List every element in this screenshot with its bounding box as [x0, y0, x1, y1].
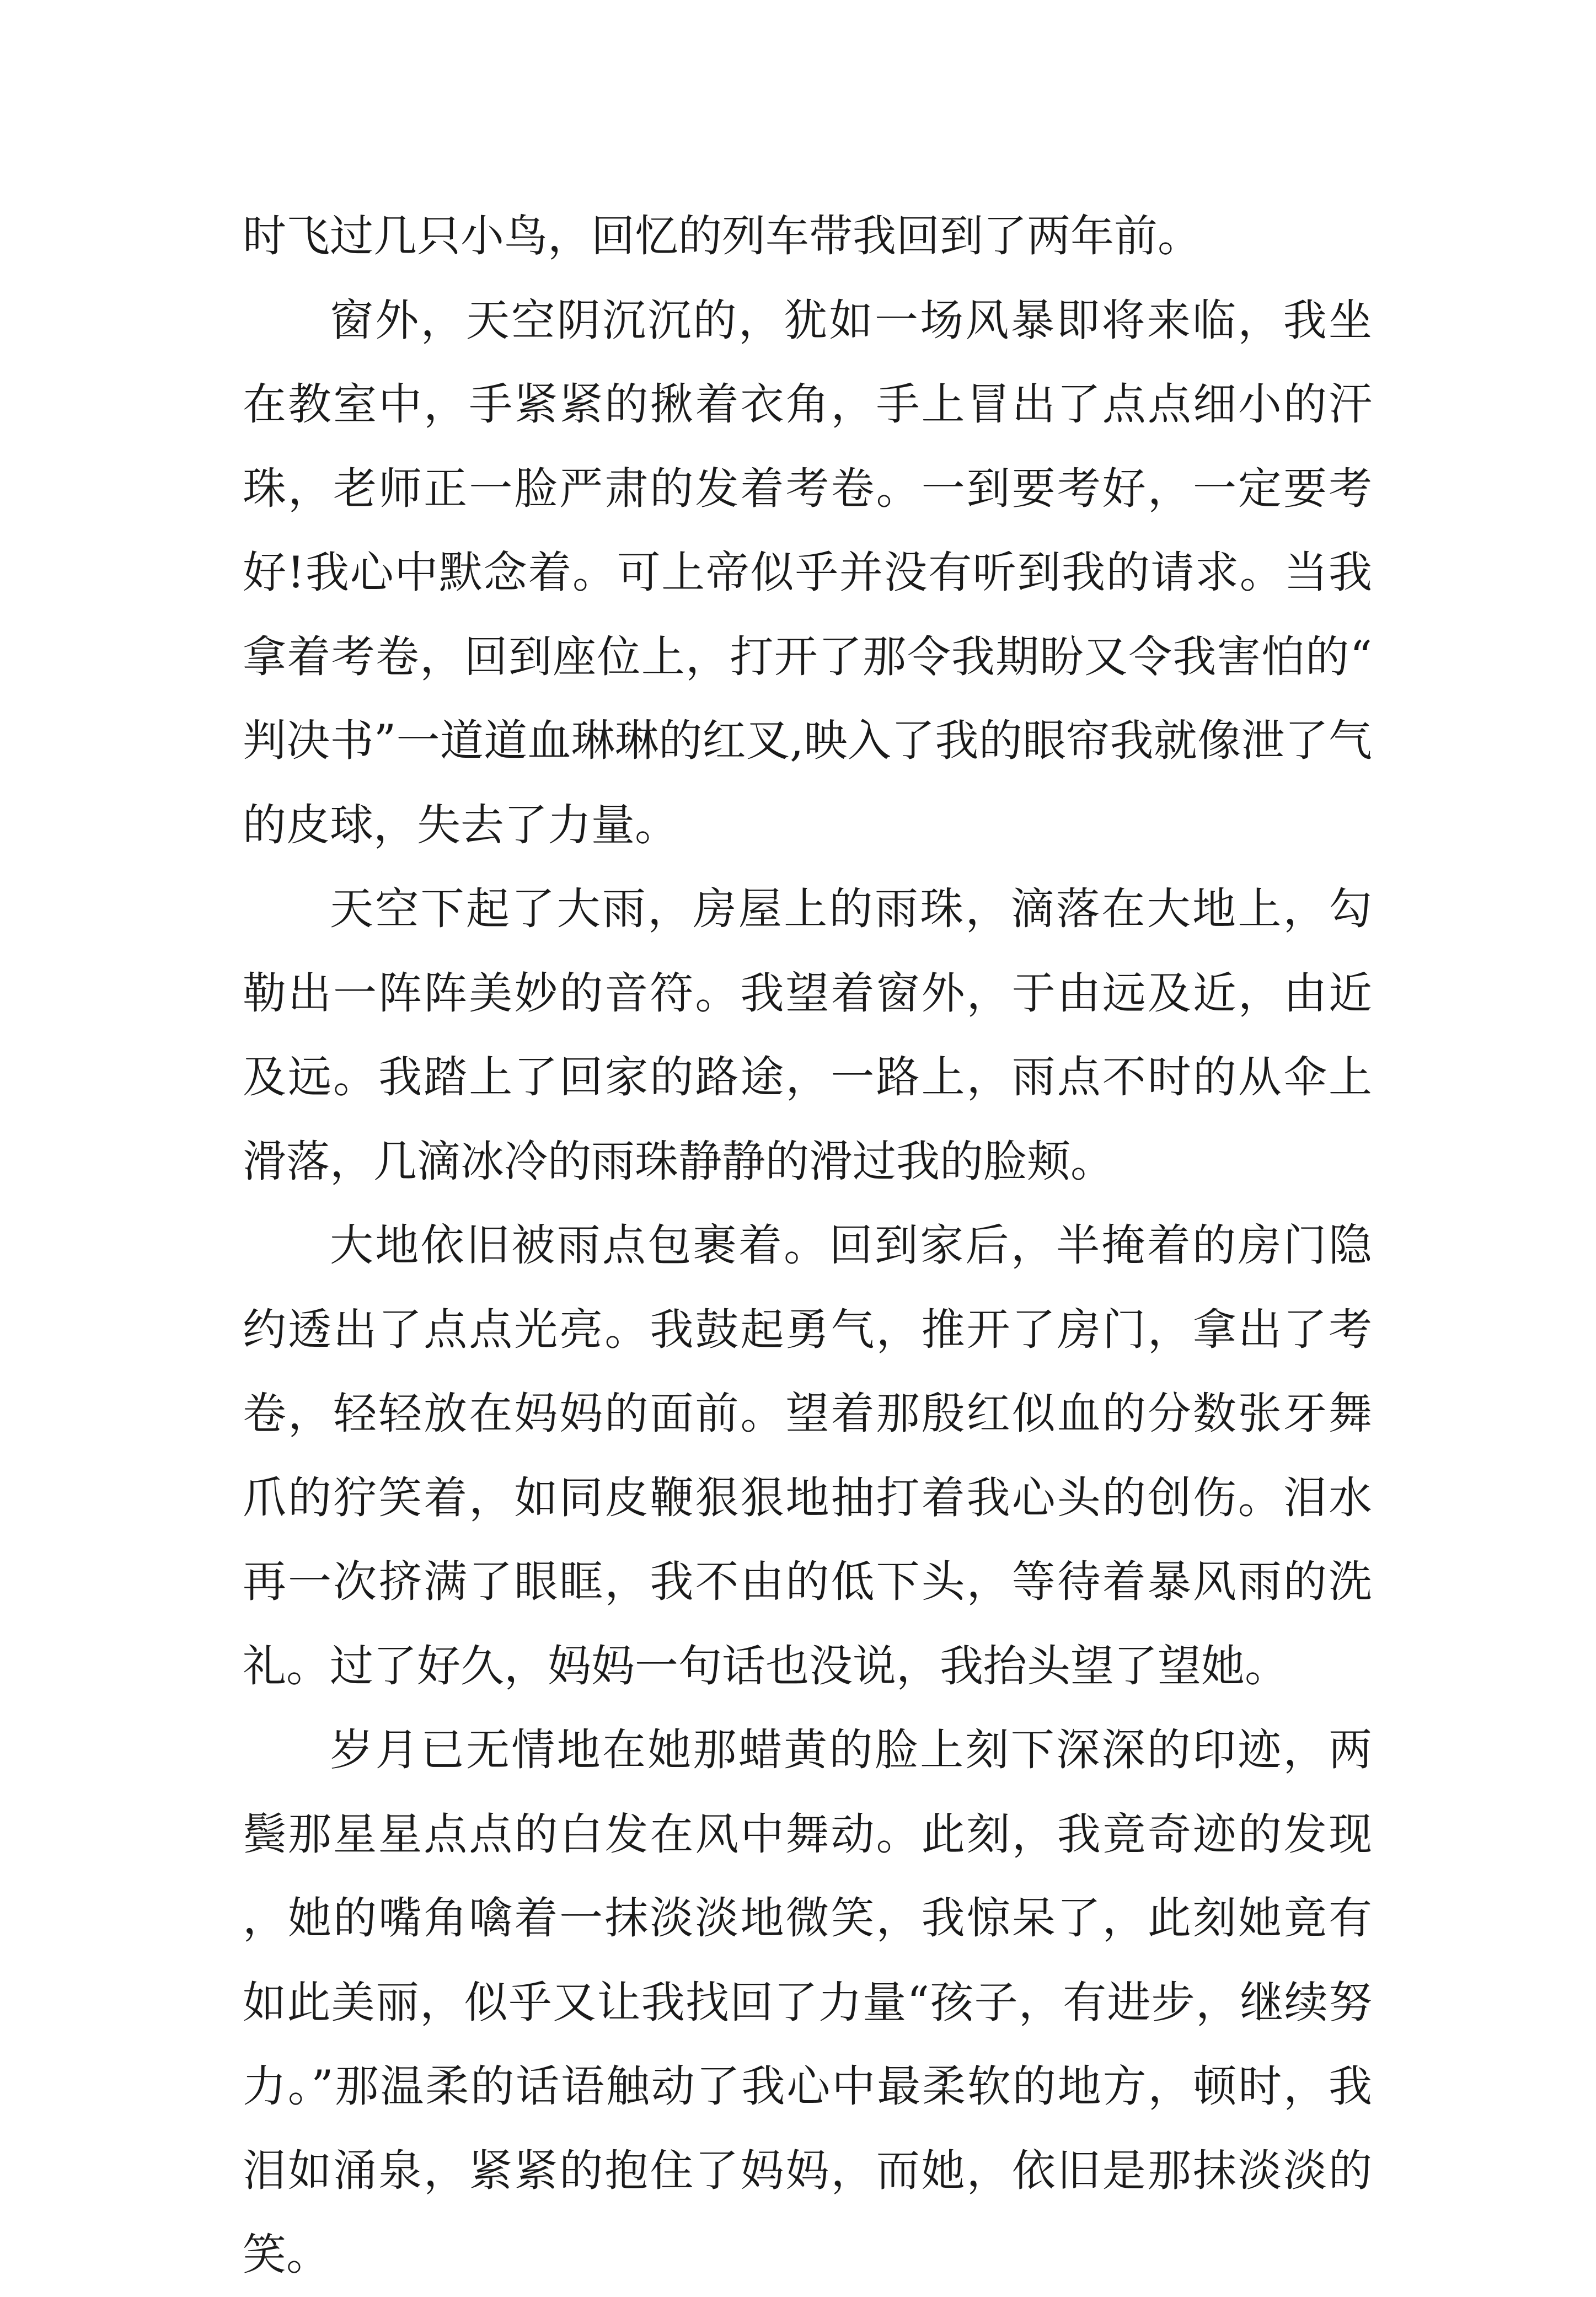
paragraph-4: 大地依旧被雨点包裹着。回到家后，半掩着的房门隐约透出了点点光亮。我鼓起勇气，推开了房门，拿出了考卷，轻轻放在妈妈的面前。望着那殷红似血的分数张牙舞爪的狞笑着，如同皮鞭狠狠地抽打着我心头的创伤。泪水再一次挤满了眼眶，我不由的低下头，等待着暴风雨的洗礼。过了好久，妈妈一句话也没说，我抬头望了望她。 [243, 1220, 1372, 1691]
paragraph-3: 天空下起了大雨，房屋上的雨珠，滴落在大地上，勾勒出一阵阵美妙的音符。我望着窗外，于由远及近，由近及远。我踏上了回家的路途，一路上，雨点不时的从伞上滑落，几滴冰冷的雨珠静静的滑过我的脸颊。 [243, 884, 1372, 1187]
paragraph-5: 岁月已无情地在她那蜡黄的脸上刻下深深的印迹，两鬓那星星点点的白发在风中舞动。此刻，我竟奇迹的发现，她的嘴角噙着一抹淡淡地微笑，我惊呆了，此刻她竟有如此美丽，似乎又让我找回了力量“孩子，有进步，继续努力。”那温柔的话语触动了我心中最柔软的地方，顿时，我泪如涌泉，紧紧的抱住了妈妈，而她，依旧是那抹淡淡的笑。 [243, 1725, 1372, 2280]
essay-body [243, 194, 1372, 2297]
paragraph-1: 时飞过几只小鸟，回忆的列车带我回到了两年前。 [243, 211, 1201, 261]
paragraph-2: 窗外，天空阴沉沉的，犹如一场风暴即将来临，我坐在教室中，手紧紧的揪着衣角，手上冒出了点点细小的汗珠，老师正一脸严肃的发着考卷。一到要考好，一定要考好!我心中默念着。可上帝似乎并没有听到我的请求。当我拿着考卷，回到座位上，打开了那令我期盼又令我害怕的“判决书”一道道血琳琳的红叉,映入了我的眼帘我就像泄了气的皮球，失去了力量。 [243, 295, 1372, 850]
